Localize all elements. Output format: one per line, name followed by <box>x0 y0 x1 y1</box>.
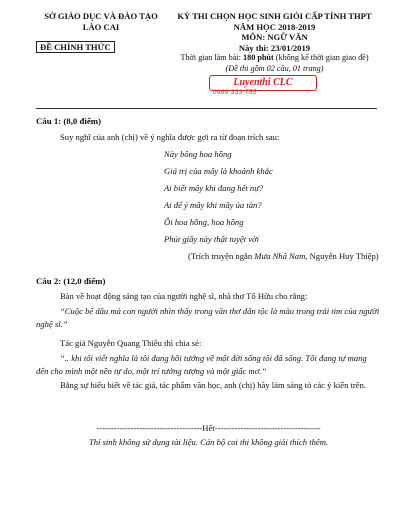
department-block <box>36 11 166 33</box>
poem-source: (Trích truyện ngắn Mưa Nhã Nam, Nguyễn Huy Thiệp) <box>188 251 379 261</box>
header-divider <box>36 108 377 109</box>
school-year: NĂM HỌC 2018-2019 <box>233 21 316 32</box>
quote-nguyen-quang-thieu: “.. khi tôi viết nghĩa là tôi đang hồi tưởng về một đời sống tôi đã sống. Tôi đang tự mang đến cho mình một nền tự do, một trí tưởng tượng và một giấc mơ.” <box>36 353 367 376</box>
question-1-prompt: Suy nghĩ của anh (chị) về ý nghĩa được gợi ra từ đoạn trích sau: <box>60 132 280 142</box>
poem-line: Phút giây này thật tuyệt vời <box>164 234 260 244</box>
poem-line: Ai để ý mây khi mây úa tàn? <box>164 200 262 210</box>
exam-duration: Thời gian làm bài: 180 phút (không kể thời gian giao đề) <box>180 53 369 62</box>
question-1-heading: Câu 1: (8,0 điểm) <box>36 116 101 126</box>
subject: MÔN: NGỮ VĂN <box>241 32 308 42</box>
exam-footer-note: Thí sinh không sử dụng tài liệu. Cán bộ coi thi không giải thích thêm. <box>88 437 329 447</box>
end-marker: -------------------------------------Hết------------------------------------- <box>96 423 321 433</box>
poem-line: Ôi hoa hồng, hoa hồng <box>164 217 244 227</box>
official-exam-label: ĐỀ CHÍNH THỨC <box>36 41 115 53</box>
poem-line: Giá trị của mây là khoảnh khắc <box>164 166 273 176</box>
poem-line: Này bông hoa hồng <box>164 149 232 159</box>
exam-date: Này thi: 23/01/2019 <box>238 42 311 53</box>
page-count-note: (Đề thi gồm 02 câu, 01 trang) <box>225 63 324 73</box>
watermark-title: Luyenthi CLC <box>209 75 317 91</box>
watermark-stamp <box>209 75 319 101</box>
department-name: SỞ GIÁO DỤC VÀ ĐÀO TẠO <box>44 11 158 21</box>
province-name: LÀO CAI <box>82 22 120 32</box>
watermark-phone: 0969 333 755 <box>213 90 257 96</box>
question-2-intro-2: Tác giả Nguyễn Quang Thiều thì chia sẻ: <box>60 338 202 348</box>
question-2-task: Bằng sự hiểu biết về tác giả, tác phẩm văn học, anh (chị) hãy làm sáng tỏ các ý kiến trên. <box>60 380 367 390</box>
question-2-intro-1: Bàn về hoạt động sáng tạo của người nghệ sĩ, nhà thơ Tố Hữu cho rằng: <box>60 291 308 301</box>
quote-to-huu: “Cuộc bể dâu mà con người nhìn thấy trong văn thơ dân tộc là màu trong trái tim của người nghệ sĩ.” <box>36 306 380 329</box>
question-2-heading: Câu 2: (12,0 điểm) <box>36 276 106 286</box>
exam-title: KỲ THI CHỌN HỌC SINH GIỎI CẤP TỈNH THPT <box>177 11 372 21</box>
poem-line: Ai biết mây khi đang hết nự? <box>164 183 264 193</box>
exam-info-block <box>172 11 377 74</box>
